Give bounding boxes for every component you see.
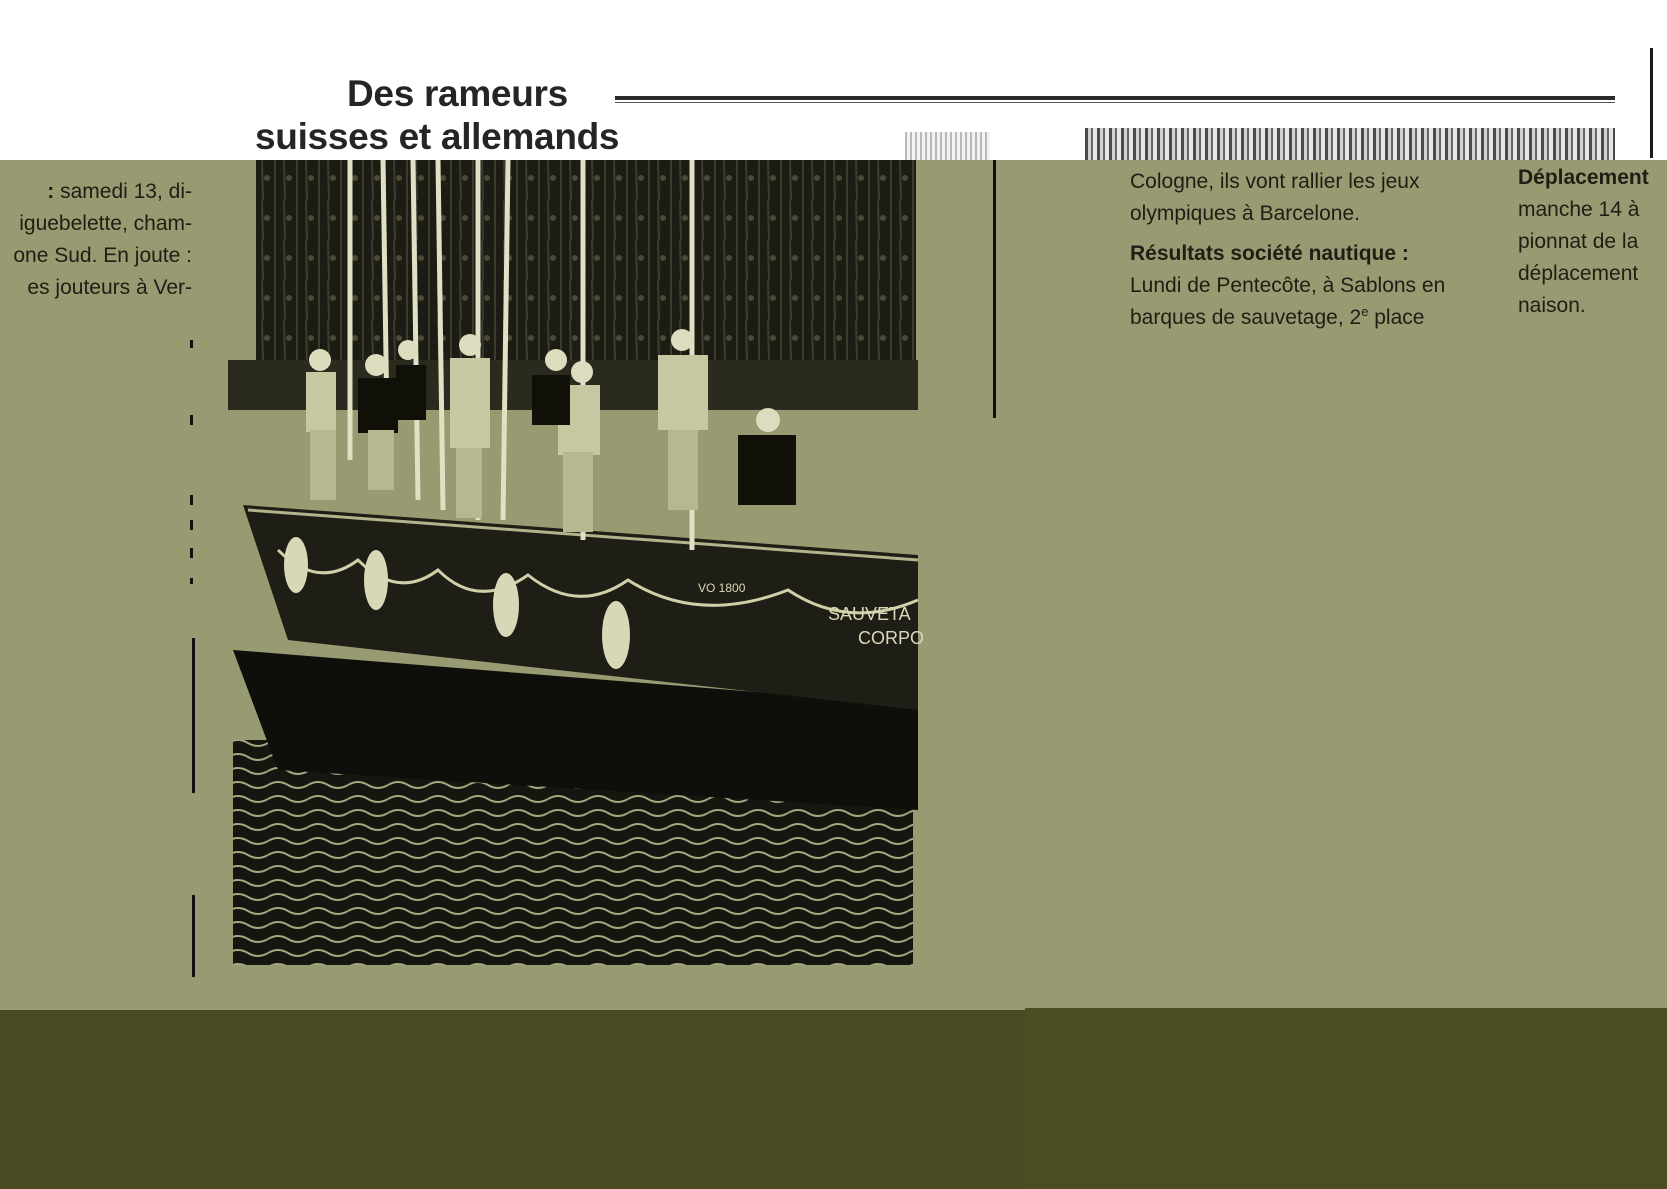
fender-1 (284, 537, 308, 593)
column-divider-right (993, 160, 996, 418)
print-noise-strip (1085, 128, 1615, 160)
headline-rule (615, 96, 1615, 100)
middle-column-text (1130, 166, 1488, 334)
column-mark-2 (190, 415, 193, 425)
right-line-2: pionnat de la (1518, 230, 1639, 253)
rowing-boat-photo (228, 160, 970, 970)
right-line-1: manche 14 à (1518, 198, 1640, 221)
middle-line-4-pre: barques de sauvetage, 2 (1130, 306, 1362, 329)
hull-lettering-3: VO 1800 (698, 581, 746, 595)
hull-lettering-1: SAUVETA (828, 604, 911, 624)
fender-3 (493, 573, 519, 637)
right-line-4: naison. (1518, 294, 1586, 317)
right-line-3: déplacement (1518, 262, 1639, 285)
left-line-2: iguebelette, cham- (19, 212, 192, 235)
column-mark-3 (190, 495, 193, 505)
fender-2 (364, 550, 388, 610)
khaki-overlay-bottom-left (0, 1010, 1025, 1189)
hull-lettering-2: CORPO (858, 628, 925, 648)
left-line-4: es jouteurs à Ver- (27, 276, 192, 299)
left-column-text (0, 176, 192, 304)
column-divider-left-2 (192, 895, 195, 977)
middle-line-3: Lundi de Pentecôte, à Sablons en (1130, 274, 1446, 297)
right-column-text (1518, 162, 1667, 322)
middle-line-4-post: place (1368, 306, 1425, 329)
left-line-3: one Sud. En joute : (13, 244, 192, 267)
middle-line-2: olympiques à Barcelone. (1130, 202, 1360, 225)
middle-line-4 (1130, 302, 1488, 334)
left-line-1-bold: : (47, 180, 55, 203)
column-mark-6 (190, 578, 193, 584)
left-line-1 (0, 176, 192, 208)
headline-rule-thin (615, 102, 1615, 103)
headline-line-2: suisses et allemands (255, 116, 620, 157)
left-line-1-text: samedi 13, di- (54, 180, 192, 203)
column-mark-5 (190, 548, 193, 558)
column-mark-1 (190, 340, 193, 348)
print-noise-small (905, 132, 990, 160)
headline-line-1: Des rameurs (347, 73, 568, 114)
column-mark-4 (190, 520, 193, 530)
khaki-overlay-bottom-right (1025, 1008, 1667, 1189)
column-divider-left-1 (192, 638, 195, 793)
middle-line-1: Cologne, ils vont rallier les jeux (1130, 170, 1420, 193)
middle-line-4-sup: e (1361, 304, 1369, 319)
right-heading: Déplacement (1518, 166, 1649, 189)
page-right-border (1650, 48, 1653, 158)
fender-4 (602, 601, 630, 669)
middle-heading: Résultats société nautique : (1130, 242, 1409, 265)
article-headline (255, 72, 715, 158)
